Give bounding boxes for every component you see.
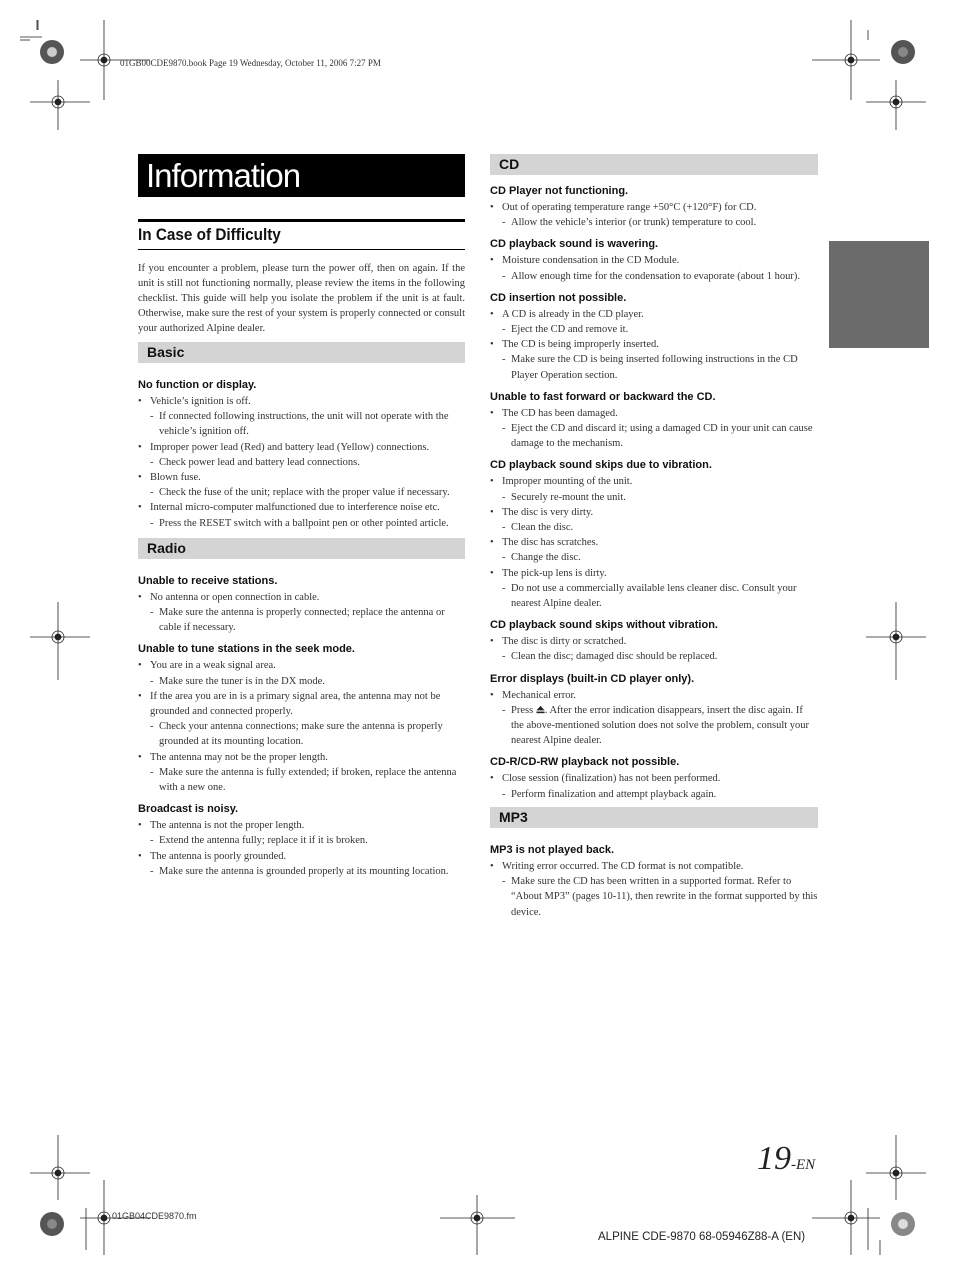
register-mark-icon xyxy=(866,602,926,680)
solution-item: - Extend the antenna fully; replace it if it is broken. xyxy=(150,835,368,847)
register-mark-icon xyxy=(440,1195,515,1255)
solution-item: - Check the fuse of the unit; replace with the proper value if necessary. xyxy=(150,487,450,499)
section-subtitle: In Case of Difficulty xyxy=(138,225,281,244)
solution-item: - Perform finalization and attempt playback again. xyxy=(502,788,717,800)
solution-item: - Make sure the antenna is grounded properly at its mounting location. xyxy=(150,865,449,877)
list-item: • Improper power lead (Red) and battery lead (Yellow) connections. xyxy=(138,441,430,453)
solution-item: - Do not use a commercially available lens cleaner disc. Consult your nearest Alpine dealer. xyxy=(502,582,797,610)
section-heading-radio: Radio xyxy=(138,538,465,559)
list-item: • Close session (finalization) has not been performed. xyxy=(490,773,721,785)
list-item: • Writing error occurred. The CD format is not compatible. xyxy=(490,860,744,872)
solution-item: - Make sure the tuner is in the DX mode. xyxy=(150,675,325,687)
solution-item: - Press . After the error indication disappears, insert the disc again. If the above-mentioned solution does not solve the problem, consult your nearest Alpine dealer. xyxy=(502,704,810,747)
list-item: • The CD has been damaged. xyxy=(490,407,618,419)
starburst-target-icon xyxy=(40,40,64,64)
list-item: • The antenna may not be the proper length. xyxy=(138,751,328,763)
list-item: • The antenna is poorly grounded. xyxy=(138,850,287,862)
solution-item: - Check power lead and battery lead connections. xyxy=(150,456,360,468)
problem-title: Broadcast is noisy. xyxy=(138,803,239,816)
solution-item: - Make sure the antenna is properly connected; replace the antenna or cable if necessary. xyxy=(150,607,445,634)
register-mark-icon xyxy=(812,20,926,130)
register-mark-icon xyxy=(30,602,90,680)
problem-title: CD Player not functioning. xyxy=(490,185,629,197)
solution-item: - Clean the disc. xyxy=(502,522,574,534)
list-item: • Improper mounting of the unit. xyxy=(490,476,633,488)
divider xyxy=(138,249,465,250)
problem-title: Unable to tune stations in the seek mode. xyxy=(138,643,355,656)
intro-paragraph: If you encounter a problem, please turn the power off, then on again. If the unit is still not functioning normally, please review the items in the following checklist. This guide will help you isolate the problem if the unit is at fault. Otherwise, make sure the rest of your system is properly connected or consult your authorized Alpine dealer. xyxy=(138,263,465,334)
problem-title: CD playback sound skips due to vibration. xyxy=(490,459,712,472)
solution-item: - Eject the CD and remove it. xyxy=(502,324,629,336)
list-item: • A CD is already in the CD player. xyxy=(490,308,644,320)
left-column xyxy=(138,342,465,879)
list-item: • The disc has scratches. xyxy=(490,537,599,549)
starburst-target-icon xyxy=(40,1212,64,1236)
list-item: • The disc is dirty or scratched. xyxy=(490,636,627,648)
footer-model: ALPINE CDE-9870 68-05946Z88-A (EN) xyxy=(598,1231,806,1243)
register-mark-icon xyxy=(20,20,150,130)
solution-item: - Allow the vehicle’s interior (or trunk) temperature to cool. xyxy=(502,217,757,229)
register-mark-icon xyxy=(30,1135,150,1255)
solution-item: - Change the disc. xyxy=(502,552,581,564)
list-item: • Moisture condensation in the CD Module. xyxy=(490,255,680,267)
problem-title: Error displays (built-in CD player only). xyxy=(490,672,695,685)
solution-item: - Securely re-mount the unit. xyxy=(502,491,626,503)
footer-filename: 01GB04CDE9870.fm xyxy=(112,1211,197,1221)
list-item: • No antenna or open connection in cable. xyxy=(138,591,320,603)
list-item: • Blown fuse. xyxy=(138,472,201,484)
problem-title: MP3 is not played back. xyxy=(490,843,615,856)
problem-title: Unable to fast forward or backward the CD. xyxy=(490,390,716,403)
solution-item: - Check your antenna connections; make sure the antenna is properly grounded at its mounting location. xyxy=(150,721,443,748)
list-item: • The pick-up lens is dirty. xyxy=(490,567,607,579)
list-item: • The CD is being improperly inserted. xyxy=(490,339,659,351)
starburst-target-icon xyxy=(891,40,915,64)
list-item: • The antenna is not the proper length. xyxy=(138,820,305,832)
page-title: Information xyxy=(138,154,465,197)
list-item: • You are in a weak signal area. xyxy=(138,660,276,672)
problem-title: No function or display. xyxy=(138,379,257,391)
section-heading-cd: CD xyxy=(490,154,818,175)
section-heading-basic: Basic xyxy=(138,342,465,363)
solution-item: - Make sure the CD is being inserted following instructions in the CD Player Operation section. xyxy=(502,354,798,381)
list-item: • The disc is very dirty. xyxy=(490,506,594,518)
solution-item: - Make sure the CD has been written in a supported format. Refer to “About MP3” (pages 10-11), then rewrite in the format supported by this device. xyxy=(502,876,818,918)
solution-item: - Allow enough time for the condensation to evaporate (about 1 hour). xyxy=(502,270,800,282)
divider xyxy=(138,219,465,222)
solution-item: - Press the RESET switch with a ballpoint pen or other pointed article. xyxy=(150,517,449,529)
list-item: • Internal micro-computer malfunctioned due to interference noise etc. xyxy=(138,502,440,514)
problem-title: CD-R/CD-RW playback not possible. xyxy=(490,756,680,769)
print-header: 01GB00CDE9870.book Page 19 Wednesday, October 11, 2006 7:27 PM xyxy=(120,58,381,68)
list-item: • If the area you are in is a primary signal area, the antenna may not be grounded and connected properly. xyxy=(138,690,441,718)
solution-item: - Make sure the antenna is fully extended; if broken, replace the antenna with a new one. xyxy=(150,766,457,794)
page-number: 19-EN xyxy=(757,1140,816,1177)
problem-title: CD playback sound skips without vibration. xyxy=(490,619,718,632)
solution-item: - If connected following instructions, the unit will not operate with the vehicle’s ignition off. xyxy=(150,411,449,438)
section-heading-mp3: MP3 xyxy=(490,807,818,828)
register-mark-icon xyxy=(812,1135,926,1255)
problem-title: Unable to receive stations. xyxy=(138,574,278,587)
list-item: • Mechanical error. xyxy=(490,689,577,701)
list-item: • Vehicle’s ignition is off. xyxy=(138,396,251,407)
right-column xyxy=(490,154,818,920)
chapter-tab xyxy=(829,241,929,348)
solution-item: - Clean the disc; damaged disc should be replaced. xyxy=(502,651,718,663)
problem-title: CD playback sound is wavering. xyxy=(490,238,659,251)
solution-item: - Eject the CD and discard it; using a damaged CD in your unit can cause damage to the mechanism. xyxy=(502,423,813,450)
eject-icon xyxy=(536,705,545,714)
starburst-target-icon xyxy=(891,1212,915,1236)
list-item: • Out of operating temperature range +50°C (+120°F) for CD. xyxy=(490,202,757,213)
problem-title: CD insertion not possible. xyxy=(490,291,627,304)
